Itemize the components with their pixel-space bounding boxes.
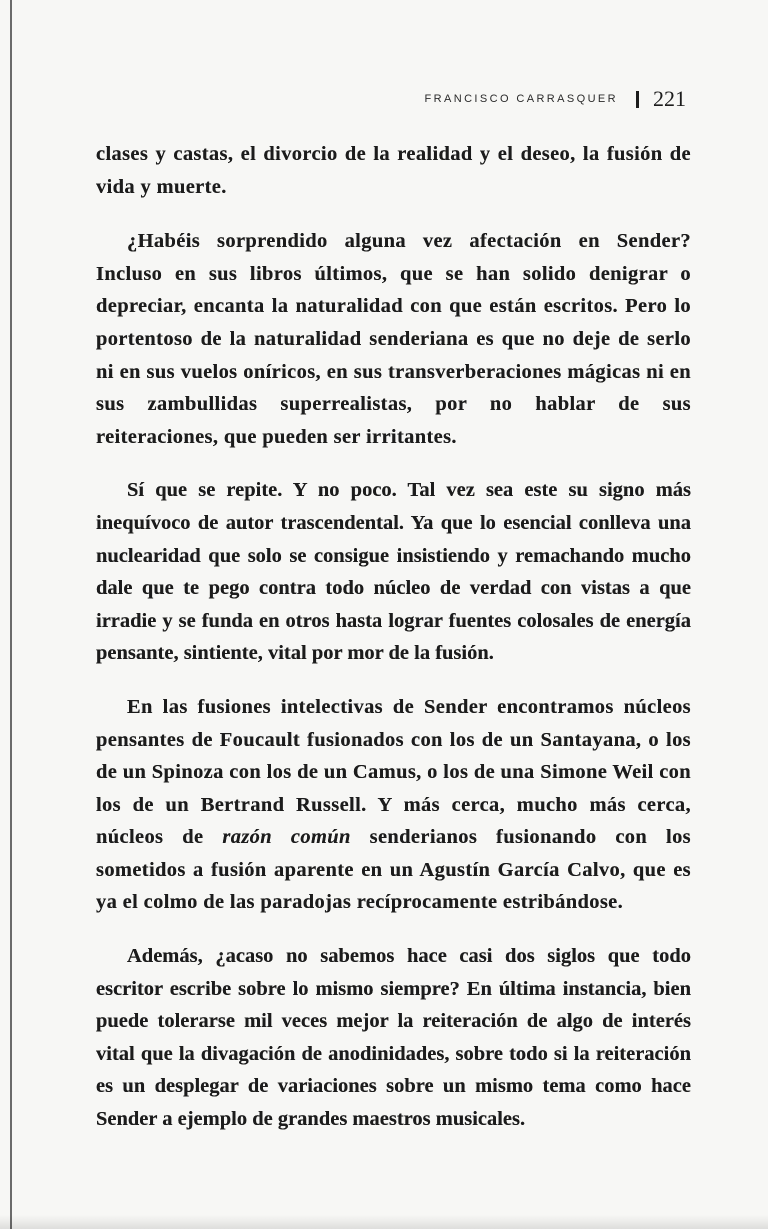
running-head-author: FRANCISCO CARRASQUER [424,93,618,105]
page-bottom-shadow [0,1215,768,1229]
paragraph-2: ¿Habéis sorprendido alguna vez afectación en Sender? Incluso en sus libros últimos, que se han solido denigrar o depreciar, encanta la naturalidad con que están escritos. Pero lo portentoso de la naturalidad senderiana es que no deje de serlo ni en sus vuelos oníricos, en sus transverberaciones mágicas ni en sus zambullidas superrealistas, por no hablar de sus reiteraciones, que pueden ser irritantes. [96,230,691,448]
running-head [425,86,686,112]
paragraph-4-text-b: senderianos fusionando con los sometidos a fusión aparente en un Agustín García Calvo, que es ya el colmo de las paradojas recíprocamente estribándose. [96,826,691,914]
paragraph-5: Además, ¿acaso no sabemos hace casi dos siglos que todo escritor escribe sobre lo mismo siempre? En última instancia, bien puede tolerarse mil veces mejor la reiteración de algo de interés vital que la divagación de anodinidades, sobre todo si la reiteración es un desplegar de variaciones sobre un mismo tema como hace Sender a ejemplo de grandes maestros musicales. [96,945,691,1131]
running-head-separator [636,91,639,108]
paragraph-4 [96,691,691,919]
paragraph-3: Sí que se repite. Y no poco. Tal vez sea este su signo más inequívoco de autor trascendental. Ya que lo esencial conlleva una nuclearidad que solo se consigue insistiendo y remachando mucho dale que te pego contra todo núcleo de verdad con vistas a que irradie y se funda en otros hasta lograr fuentes colosales de energía pensante, sintiente, vital por mor de la fusión. [96,479,691,665]
page-number: 221 [653,86,686,111]
paragraph-1: clases y castas, el divorcio de la realidad y el deseo, la fusión de vida y muerte. [96,143,691,198]
paragraph-4-text-a: En las fusiones intelectivas de Sender encontramos núcleos pensantes de Foucault fusionados con los de un Santayana, o los de un Spinoza con los de un Camus, o los de una Simone Weil con los de un Bertrand Russell. Y más cerca, mucho más cerca, núcleos de [96,695,691,849]
page-edge-line [10,0,12,1229]
body-text [96,138,691,1136]
paragraph-4-emphasis: razón común [222,826,351,849]
